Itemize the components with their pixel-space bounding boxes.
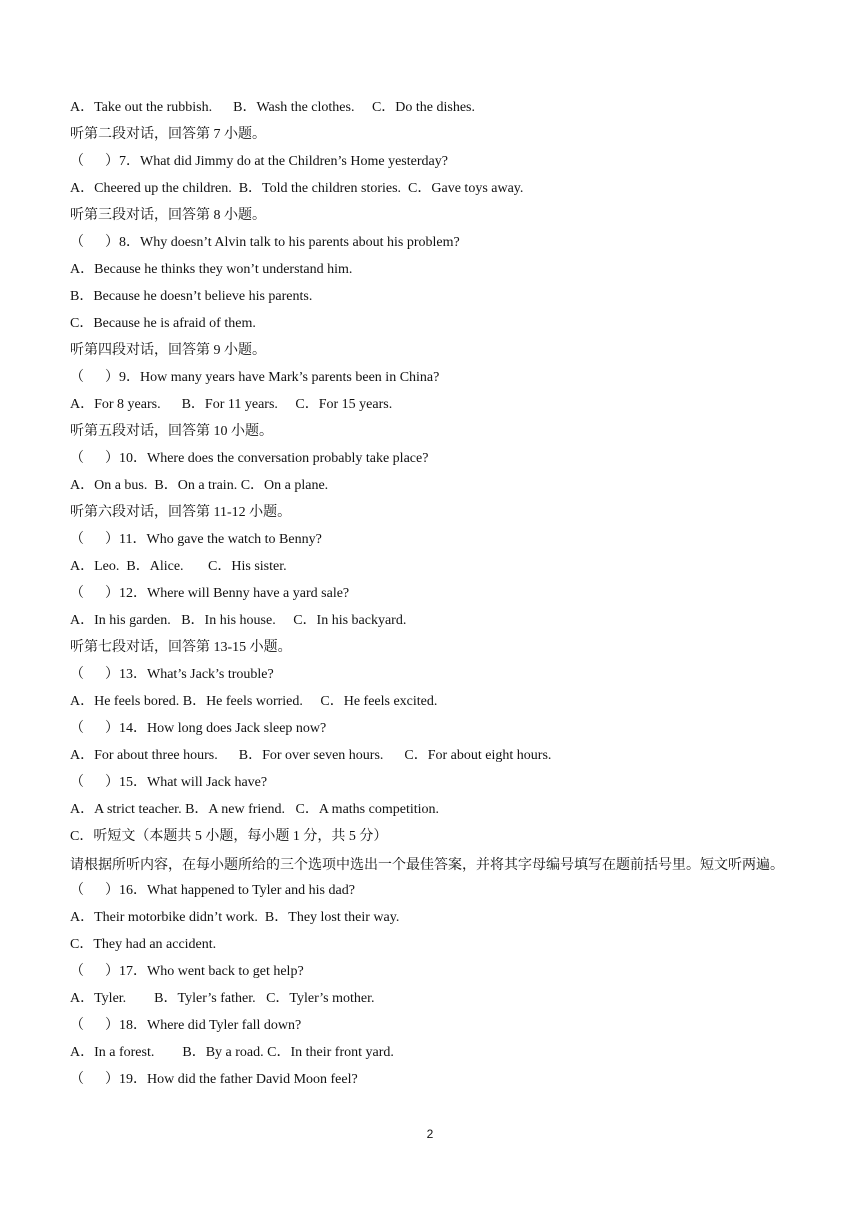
question-line: （ ）11．Who gave the watch to Benny? — [70, 532, 322, 547]
section-heading: C．听短文（本题共 5 小题，每小题 1 分，共 5 分） — [70, 829, 388, 844]
option-line: C．They had an accident. — [70, 937, 217, 952]
question-line: （ ）16．What happened to Tyler and his dad? — [70, 883, 355, 898]
question-line: （ ）17．Who went back to get help? — [70, 964, 304, 979]
question-line: （ ）15．What will Jack have? — [70, 775, 268, 790]
question-line: （ ）13．What’s Jack’s trouble? — [70, 667, 274, 682]
question-text-block — [70, 96, 800, 1095]
option-line: A．In a forest. B．By a road. C．In their front yard. — [70, 1045, 394, 1060]
section-instruction: 请根据所听内容，在每小题所给的三个选项中选出一个最佳答案，并将其字母编号填写在题前括号里。短文听两遍。 — [70, 858, 784, 873]
question-line: （ ）19．How did the father David Moon feel? — [70, 1072, 358, 1087]
option-line: A．Their motorbike didn’t work. B．They lost their way. — [70, 910, 400, 925]
option-line: A．Leo. B．Alice. C．His sister. — [70, 559, 287, 574]
section-instruction: 听第三段对话，回答第 8 小题。 — [70, 208, 266, 223]
option-line: A．He feels bored. B．He feels worried. C．He feels excited. — [70, 694, 438, 709]
option-line: A．For 8 years. B．For 11 years. C．For 15 years. — [70, 397, 393, 412]
option-line: C．Because he is afraid of them. — [70, 316, 256, 331]
option-line: A．Tyler. B．Tyler’s father. C．Tyler’s mother. — [70, 991, 375, 1006]
question-line: （ ）7．What did Jimmy do at the Children’s Home yesterday? — [70, 154, 448, 169]
page-number: 2 — [426, 1127, 434, 1141]
section-instruction: 听第五段对话，回答第 10 小题。 — [70, 424, 273, 439]
section-instruction: 听第七段对话，回答第 13-15 小题。 — [70, 640, 292, 655]
question-line: （ ）18．Where did Tyler fall down? — [70, 1018, 302, 1033]
section-instruction: 听第四段对话，回答第 9 小题。 — [70, 343, 266, 358]
question-line: （ ）9．How many years have Mark’s parents been in China? — [70, 370, 440, 385]
option-line: A．A strict teacher. B．A new friend. C．A maths competition. — [70, 802, 439, 817]
question-line: （ ）10．Where does the conversation probably take place? — [70, 451, 429, 466]
option-line: A．Because he thinks they won’t understand him. — [70, 262, 353, 277]
option-line: A．In his garden. B．In his house. C．In his backyard. — [70, 613, 407, 628]
option-line: A．Take out the rubbish. B．Wash the clothes. C．Do the dishes. — [70, 100, 476, 115]
section-instruction: 听第六段对话，回答第 11-12 小题。 — [70, 505, 292, 520]
question-line: （ ）8．Why doesn’t Alvin talk to his parents about his problem? — [70, 235, 460, 250]
section-instruction: 听第二段对话，回答第 7 小题。 — [70, 127, 266, 142]
option-line: A．Cheered up the children. B．Told the children stories. C．Gave toys away. — [70, 181, 524, 196]
question-line: （ ）12．Where will Benny have a yard sale? — [70, 586, 350, 601]
question-line: （ ）14．How long does Jack sleep now? — [70, 721, 327, 736]
option-line: A．On a bus. B．On a train. C．On a plane. — [70, 478, 329, 493]
option-line: A．For about three hours. B．For over seven hours. C．For about eight hours. — [70, 748, 552, 763]
option-line: B．Because he doesn’t believe his parents. — [70, 289, 313, 304]
